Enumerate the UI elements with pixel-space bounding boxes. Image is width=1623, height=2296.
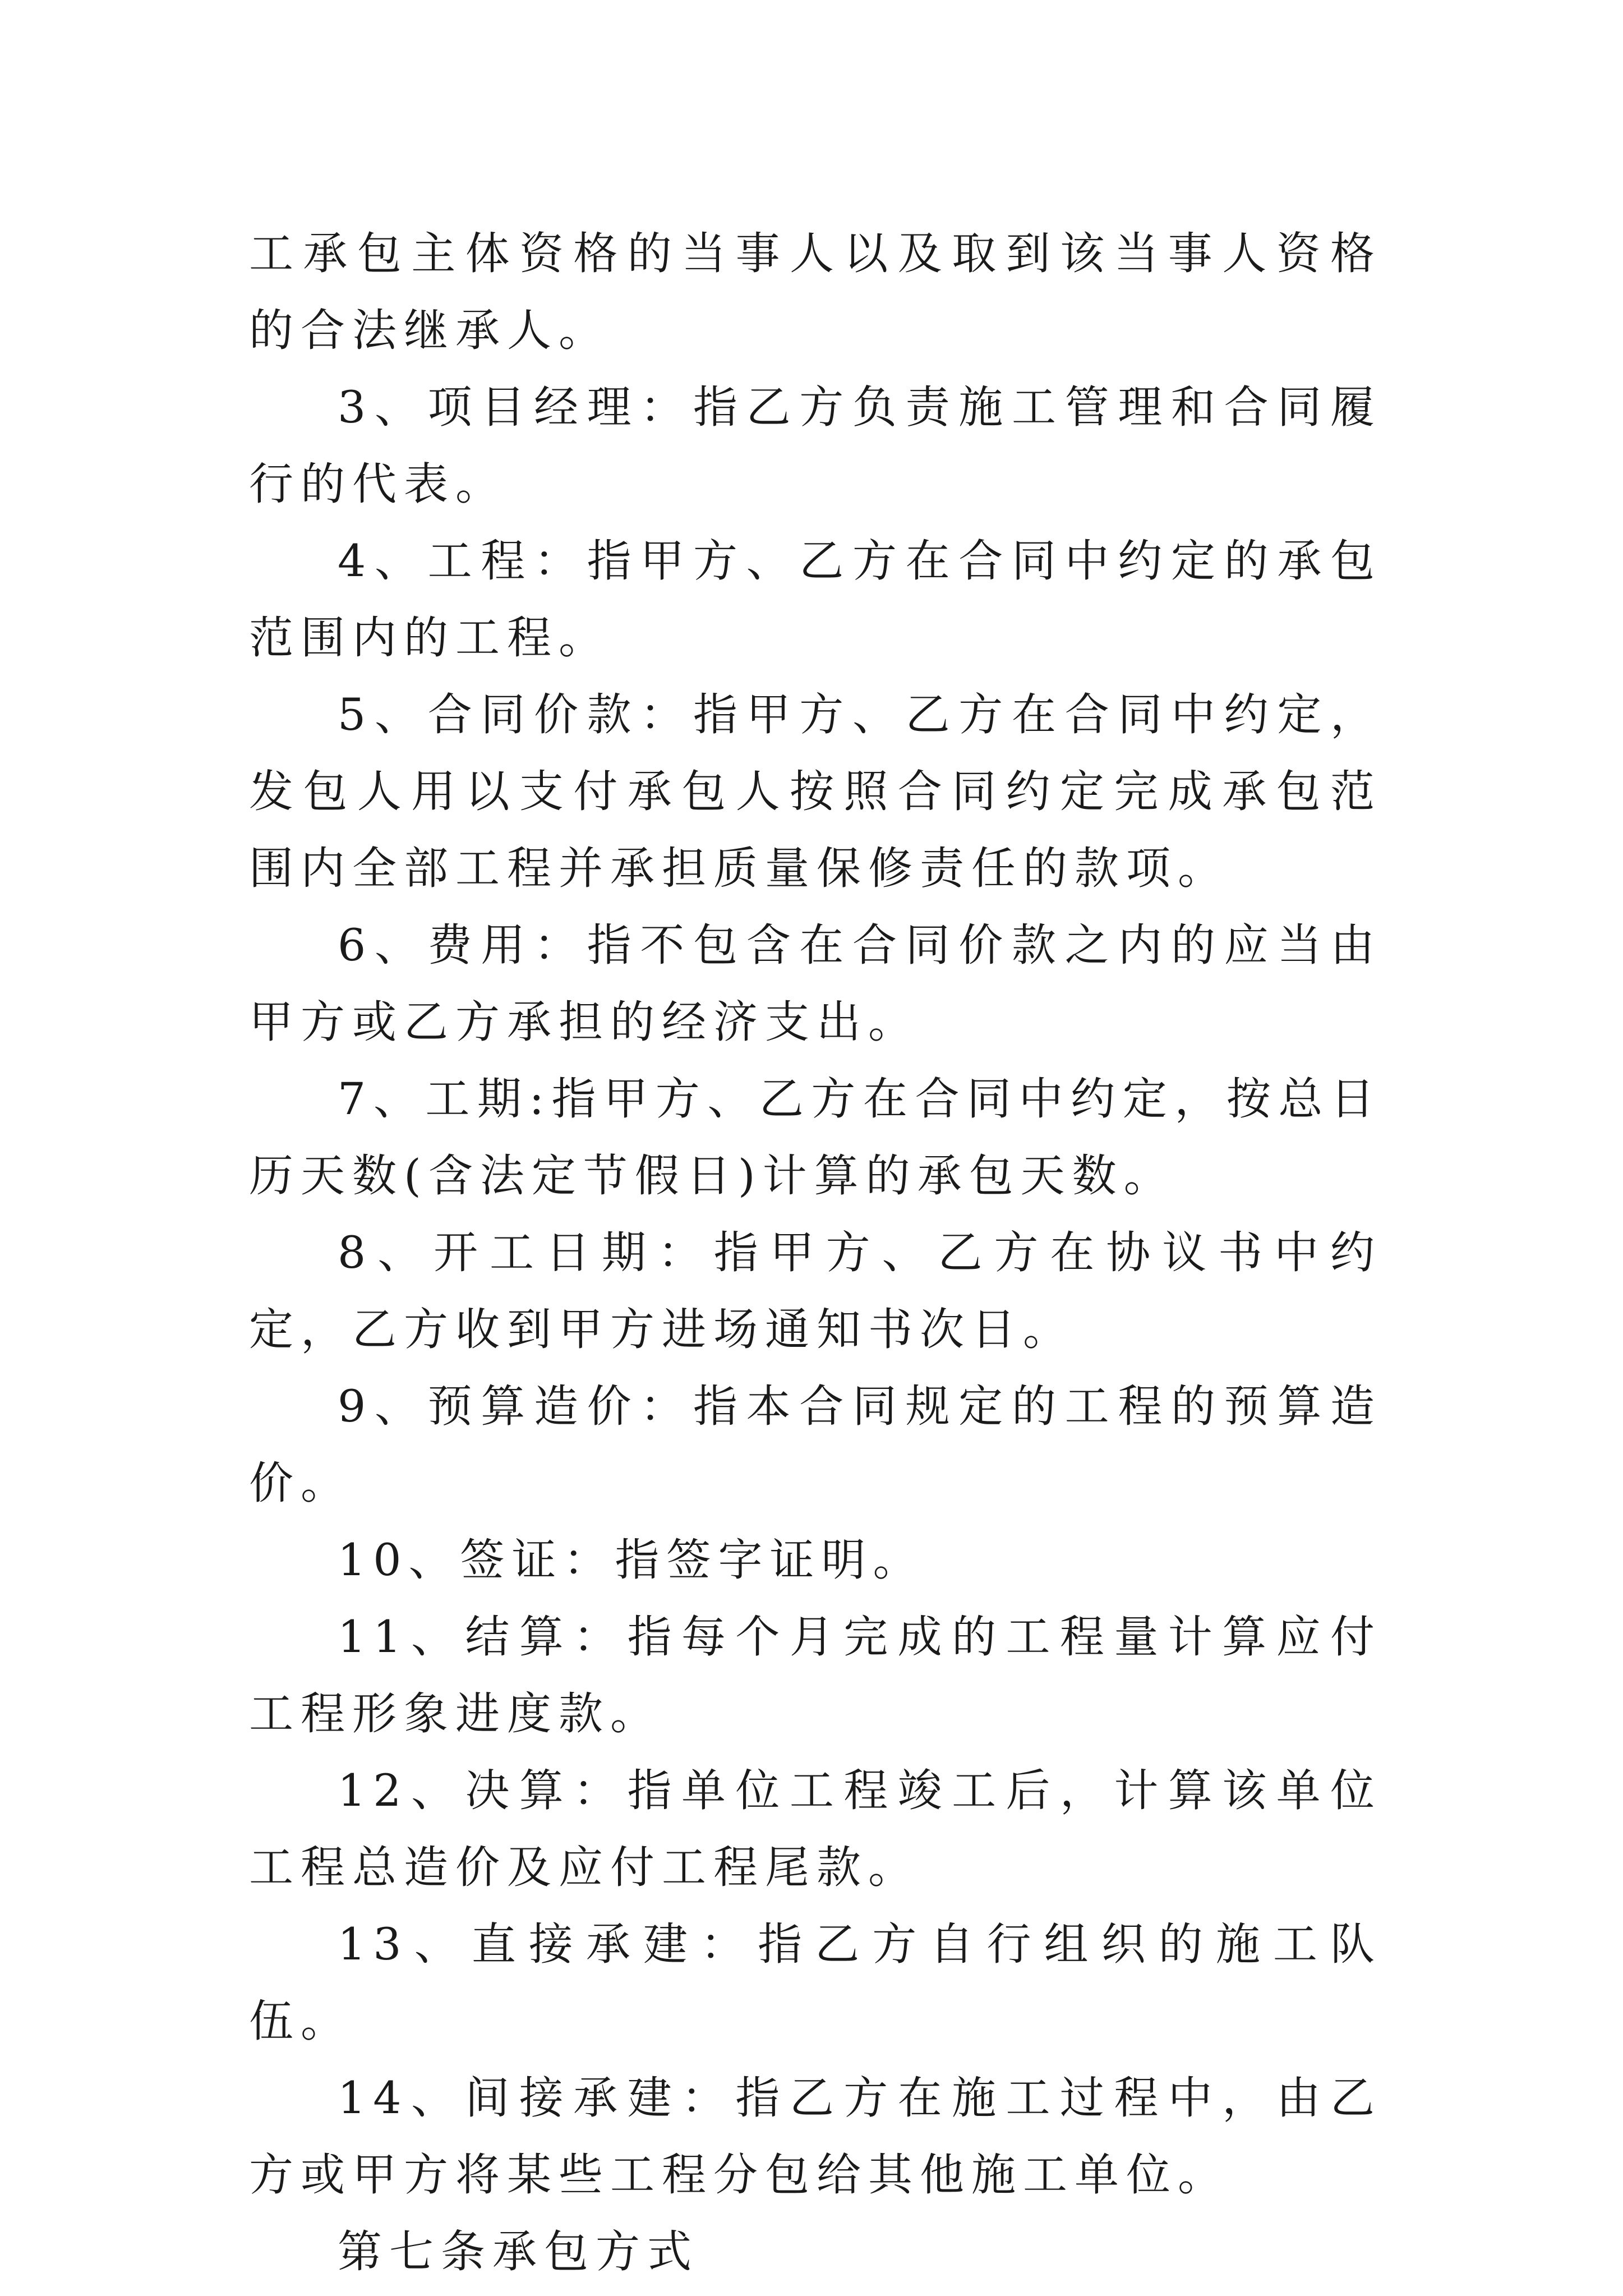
paragraph-item-14: 14、间接承建：指乙方在施工过程中，由乙方或甲方将某些工程分包给其他施工单位。 (249, 2072, 1382, 2201)
paragraph-continuation: 工承包主体资格的当事人以及取到该当事人资格的合法继承人。 (249, 228, 1382, 356)
paragraph-item-4: 4、工程：指甲方、乙方在合同中约定的承包范围内的工程。 (249, 535, 1382, 664)
paragraph-item-10: 10、签证：指签字证明。 (338, 1534, 925, 1586)
section-heading-article-7: 第七条承包方式 (338, 2226, 699, 2277)
paragraph-item-7: 7、工期:指甲方、乙方在合同中约定，按总日历天数(含法定节假日)计算的承包天数。 (249, 1073, 1382, 1202)
paragraph-item-13: 13、直接承建：指乙方自行组织的施工队伍。 (249, 1918, 1382, 2047)
paragraph-item-3: 3、项目经理：指乙方负责施工管理和合同履行的代表。 (249, 381, 1382, 510)
document-body (249, 215, 1382, 2290)
paragraph-item-5: 5、合同价款：指甲方、乙方在合同中约定，发包人用以支付承包人按照合同约定完成承包范围内全部工程并承担质量保修责任的款项。 (249, 689, 1382, 894)
paragraph-item-12: 12、决算：指单位工程竣工后，计算该单位工程总造价及应付工程尾款。 (249, 1765, 1382, 1893)
paragraph-item-11: 11、结算：指每个月完成的工程量计算应付工程形象进度款。 (249, 1611, 1382, 1740)
paragraph-item-6: 6、费用：指不包含在合同价款之内的应当由甲方或乙方承担的经济支出。 (249, 919, 1382, 1048)
paragraph-item-8: 8、开工日期：指甲方、乙方在协议书中约定，乙方收到甲方进场通知书次日。 (249, 1227, 1382, 1355)
paragraph-item-9: 9、预算造价：指本合同规定的工程的预算造价。 (249, 1381, 1382, 1509)
